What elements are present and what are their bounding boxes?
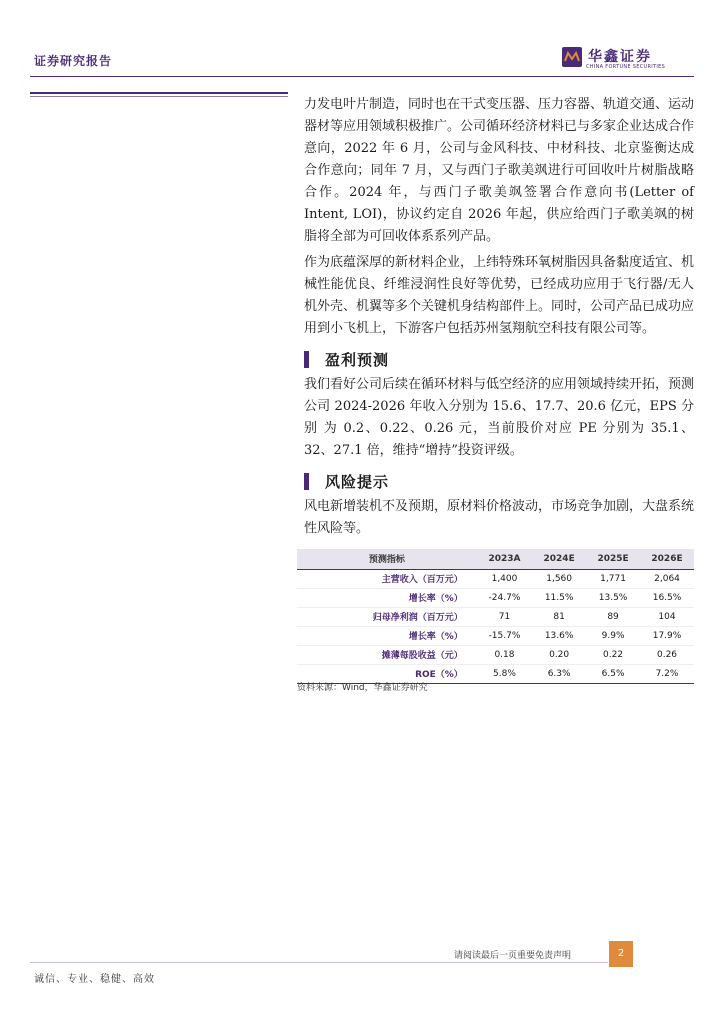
table-cell: 13.6% — [532, 626, 586, 645]
table-cell: -24.7% — [477, 588, 532, 607]
material-paragraph: 作为底蕴深厚的新材料企业，上纬特殊环氧树脂因具备黏度适宜、机械性能优良、纤维浸润性良好等优势，已经成功应用于飞行器/无人机外壳、机翼等多个关键机身结构部件上。同时，公司产品已成功应用到小飞机上，下游客户包括苏州氢翔航空科技有限公司等。 — [304, 255, 695, 336]
table-header-cell: 2024E — [532, 549, 586, 569]
row-label: 增长率（%） — [297, 588, 477, 607]
table-cell: 5.8% — [477, 664, 532, 683]
row-label: 主营收入（百万元） — [297, 569, 477, 588]
forecast-section-heading — [304, 344, 694, 374]
report-type-label: 证券研究报告 — [34, 54, 113, 68]
intro-paragraph: 力发电叶片制造，同时也在干式变压器、压力容器、轨道交通、运动器材等应用领域积极推广。公司循环经济材料已与多家企业达成合作意向，2022 年 6 月，公司与金风科技、中材科技、北京鉴衡达成合作意向；同年 7 月，又与西门子歌美飒进行可回收叶片树脂战略合作。2024 年，与西门子歌美飒签署合作意向书(Letter of Intent, LOI)，协议约定自 2026 年起，供应给西门子歌美飒的树脂将全部为可回收体系系列产品。 — [304, 97, 695, 244]
row-label: ROE（%） — [297, 664, 477, 683]
table-header-cell: 2026E — [640, 549, 694, 569]
logo-mark-icon — [562, 47, 582, 67]
disclaimer-note: 请阅读最后一页重要免责声明 — [454, 951, 572, 961]
risk-section-heading — [304, 466, 694, 496]
table-cell: 16.5% — [640, 588, 694, 607]
table-cell: 9.9% — [586, 626, 640, 645]
table-cell: 0.20 — [532, 645, 586, 664]
row-label: 摊薄每股收益（元） — [297, 645, 477, 664]
table-row — [297, 588, 694, 607]
table-cell: 0.26 — [640, 645, 694, 664]
table-cell: 7.2% — [640, 664, 694, 683]
table-header-cell: 2025E — [586, 549, 640, 569]
table-cell: 1,400 — [477, 569, 532, 588]
table-row — [297, 569, 694, 588]
table-cell: 71 — [477, 607, 532, 626]
table-cell: 1,771 — [586, 569, 640, 588]
table-row — [297, 607, 694, 626]
footer-divider — [30, 962, 608, 963]
page-number: 2 — [609, 941, 633, 967]
table-header-cell: 2023A — [477, 549, 532, 569]
table-cell: 6.5% — [586, 664, 640, 683]
forecast-paragraph: 我们看好公司后续在循环材料与低空经济的应用领域持续开拓，预测公司 2024-2026 年收入分别为 15.6、17.7、20.6 亿元，EPS 分别 为 0.2、0.22、0.26 元，当前股价对应 PE 分别为 35.1、 32、27.1 倍，维持“增持”投资评级。 — [304, 377, 695, 458]
company-logo — [562, 45, 672, 73]
main-content — [304, 94, 694, 540]
row-label: 增长率（%） — [297, 626, 477, 645]
table-source-note: 资料来源：Wind，华鑫证券研究 — [297, 683, 428, 693]
header-divider — [30, 76, 694, 77]
forecast-title: 盈利预测 — [325, 350, 390, 369]
table-cell: 6.3% — [532, 664, 586, 683]
section-marker-icon — [304, 351, 309, 368]
logo-chinese-name: 华鑫证券 — [588, 49, 652, 65]
logo-english-name: CHINA FORTUNE SECURITIES — [586, 64, 666, 70]
section-marker-icon — [304, 473, 309, 490]
table-row — [297, 645, 694, 664]
forecast-table — [297, 549, 694, 684]
table-cell: -15.7% — [477, 626, 532, 645]
risk-paragraph: 风电新增装机不及预期，原材料价格波动，市场竞争加剧，大盘系统性风险等。 — [304, 499, 695, 536]
table-cell: 13.5% — [586, 588, 640, 607]
table-cell: 11.5% — [532, 588, 586, 607]
table-cell: 0.18 — [477, 645, 532, 664]
table-cell: 81 — [532, 607, 586, 626]
table-header-row — [297, 549, 694, 569]
table-cell: 89 — [586, 607, 640, 626]
table-cell: 17.9% — [640, 626, 694, 645]
table-row — [297, 626, 694, 645]
footer-motto: 诚信、专业、稳健、高效 — [34, 974, 155, 985]
risk-title: 风险提示 — [325, 472, 390, 491]
table-cell: 1,560 — [532, 569, 586, 588]
table-cell: 104 — [640, 607, 694, 626]
table-cell: 0.22 — [586, 645, 640, 664]
row-label: 归母净利润（百万元） — [297, 607, 477, 626]
table-cell: 2,064 — [640, 569, 694, 588]
sidebar-decoration — [30, 92, 288, 99]
table-header-cell: 预测指标 — [297, 549, 477, 569]
